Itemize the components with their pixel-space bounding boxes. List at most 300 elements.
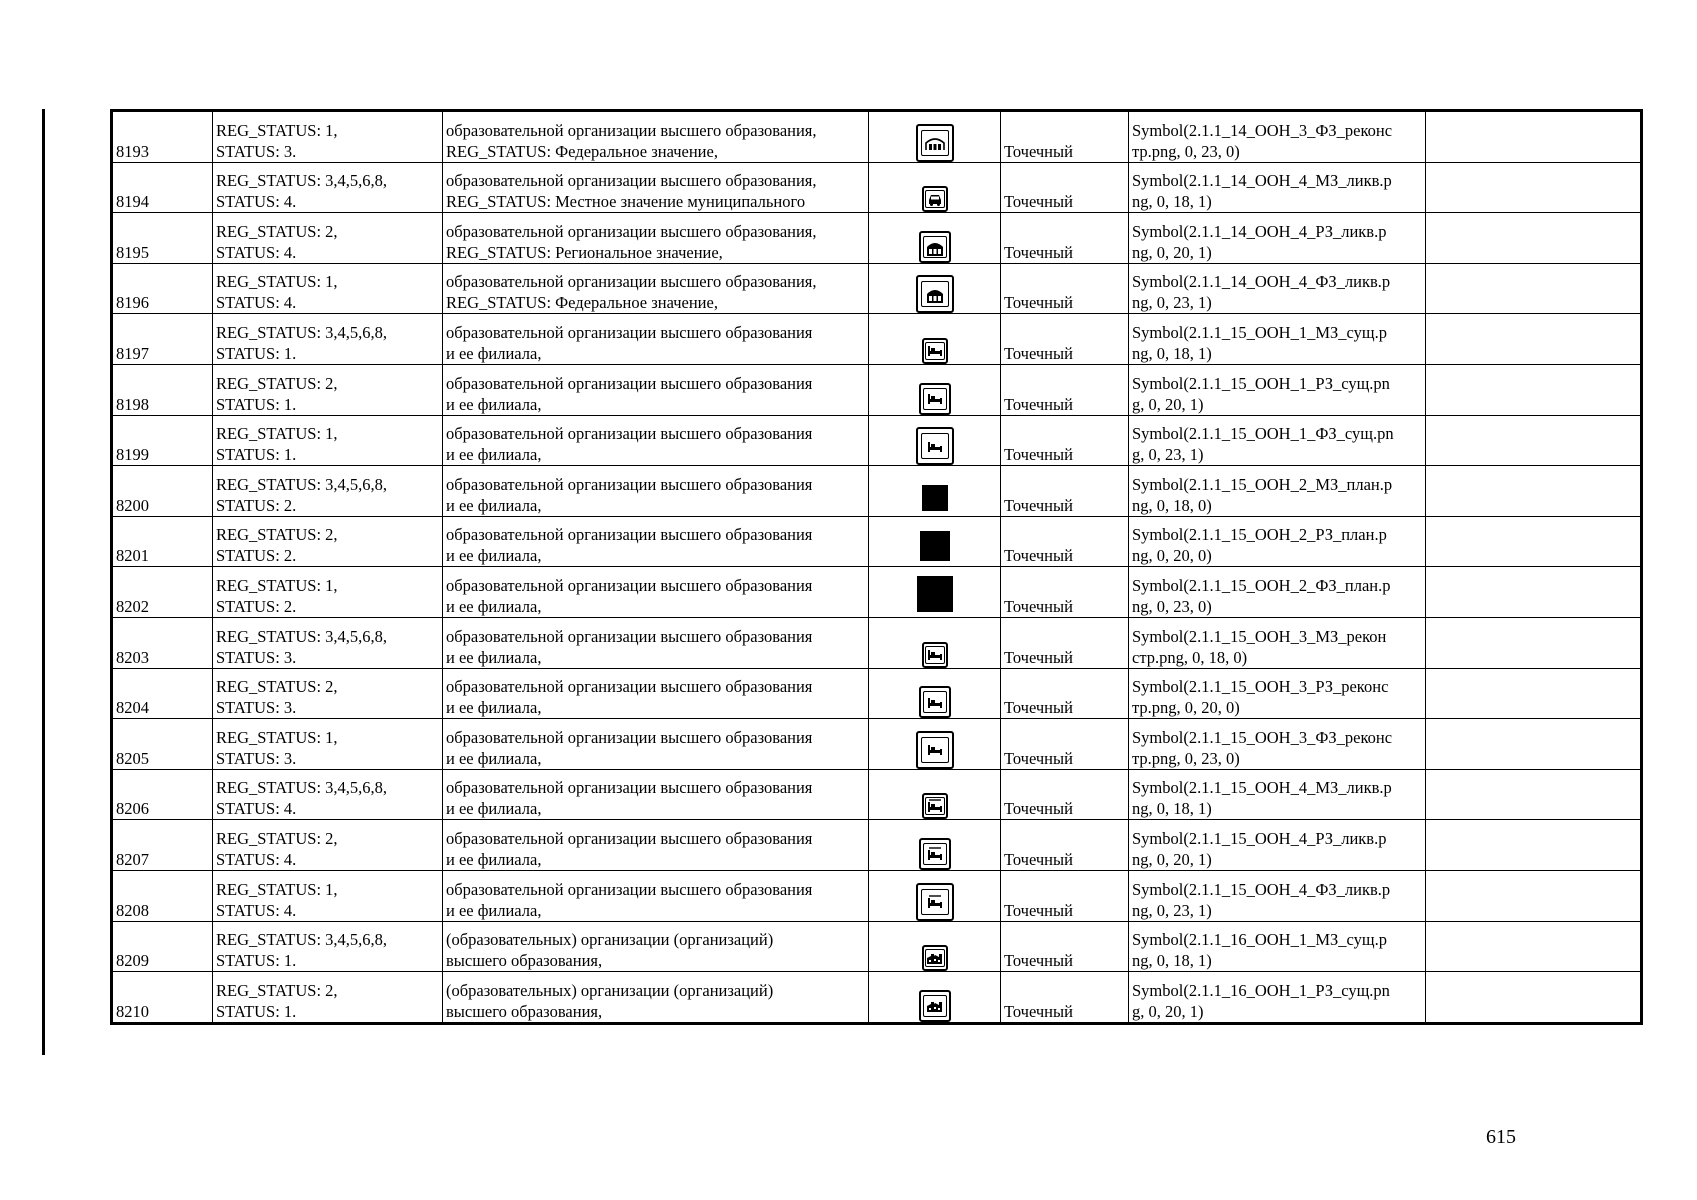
geometry-type: Точечный xyxy=(1004,343,1073,363)
symbol-expression-cell xyxy=(1129,820,1426,871)
row-code-cell xyxy=(112,820,213,871)
reg-status-line: REG_STATUS: 2, xyxy=(216,221,338,241)
geometry-type-cell xyxy=(1001,820,1129,871)
row-code: 8206 xyxy=(116,799,149,819)
status-line: STATUS: 2. xyxy=(216,546,297,566)
description-line-2: и ее филиала, xyxy=(446,495,542,515)
description-line-2: и ее филиала, xyxy=(446,394,542,414)
empty-cell xyxy=(1426,617,1642,668)
row-code: 8196 xyxy=(116,293,149,313)
symbol-expression-line-2: g, 0, 20, 1) xyxy=(1132,394,1204,414)
symbol-image-cell xyxy=(869,415,1001,466)
symbol-expression-line-1: Symbol(2.1.1_15_ООН_3_РЗ_реконс xyxy=(1132,677,1389,697)
symbol-table xyxy=(110,109,1643,1025)
description-cell xyxy=(443,314,869,365)
status-condition-cell xyxy=(213,972,443,1024)
symbol-image-cell xyxy=(869,364,1001,415)
empty-cell xyxy=(1426,820,1642,871)
description-line-2: высшего образования, xyxy=(446,951,603,971)
geometry-type-cell xyxy=(1001,314,1129,365)
table-row xyxy=(112,162,1642,213)
symbol-expression-cell xyxy=(1129,516,1426,567)
description-line-1: образовательной организации высшего образования xyxy=(446,525,813,545)
status-condition-cell xyxy=(213,668,443,719)
geometry-type: Точечный xyxy=(1004,394,1073,414)
status-line: STATUS: 1. xyxy=(216,445,297,465)
symbol-image-cell xyxy=(869,213,1001,264)
description-line-1: образовательной организации высшего образования, xyxy=(446,120,817,140)
symbol-expression-line-1: Symbol(2.1.1_15_ООН_2_МЗ_план.p xyxy=(1132,474,1393,494)
description-cell xyxy=(443,263,869,314)
status-line: STATUS: 3. xyxy=(216,698,297,718)
status-line: STATUS: 1. xyxy=(216,951,297,971)
geometry-type: Точечный xyxy=(1004,900,1073,920)
geometry-type: Точечный xyxy=(1004,951,1073,971)
description-line-1: образовательной организации высшего образования xyxy=(446,322,813,342)
description-line-1: образовательной организации высшего образования, xyxy=(446,171,817,191)
campus-existing-regional-icon xyxy=(919,990,951,1022)
table-row xyxy=(112,263,1642,314)
symbol-expression-cell xyxy=(1129,111,1426,163)
description-line-1: образовательной организации высшего образования, xyxy=(446,221,817,241)
description-cell xyxy=(443,870,869,921)
status-line: STATUS: 4. xyxy=(216,900,297,920)
description-line-2: REG_STATUS: Федеральное значение, xyxy=(446,141,718,161)
dormitory-planned-local-icon xyxy=(922,485,948,511)
row-code-cell xyxy=(112,162,213,213)
symbol-expression-line-1: Symbol(2.1.1_16_ООН_1_РЗ_сущ.pn xyxy=(1132,980,1390,1000)
reg-status-line: REG_STATUS: 1, xyxy=(216,424,338,444)
dormitory-planned-regional-icon xyxy=(920,531,950,561)
description-cell xyxy=(443,111,869,163)
description-cell xyxy=(443,719,869,770)
symbol-expression-cell xyxy=(1129,617,1426,668)
empty-cell xyxy=(1426,415,1642,466)
description-line-2: и ее филиала, xyxy=(446,698,542,718)
symbol-image-cell xyxy=(869,162,1001,213)
row-code-cell xyxy=(112,769,213,820)
description-line-1: образовательной организации высшего образования xyxy=(446,879,813,899)
row-code-cell xyxy=(112,567,213,618)
symbol-image-cell xyxy=(869,314,1001,365)
status-condition-cell xyxy=(213,567,443,618)
description-cell xyxy=(443,668,869,719)
description-cell xyxy=(443,415,869,466)
description-line-2: высшего образования, xyxy=(446,1001,603,1021)
symbol-expression-line-1: Symbol(2.1.1_15_ООН_2_РЗ_план.p xyxy=(1132,525,1387,545)
symbol-image-cell xyxy=(869,516,1001,567)
geometry-type: Точечный xyxy=(1004,1001,1073,1021)
table-row xyxy=(112,213,1642,264)
dormitory-reconstruction-federal-icon xyxy=(916,731,954,769)
empty-cell xyxy=(1426,870,1642,921)
geometry-type-cell xyxy=(1001,567,1129,618)
reg-status-line: REG_STATUS: 1, xyxy=(216,120,338,140)
geometry-type-cell xyxy=(1001,466,1129,517)
symbol-expression-line-2: ng, 0, 18, 1) xyxy=(1132,343,1212,363)
geometry-type: Точечный xyxy=(1004,445,1073,465)
reg-status-line: REG_STATUS: 2, xyxy=(216,373,338,393)
symbol-expression-line-2: ng, 0, 23, 1) xyxy=(1132,293,1212,313)
status-line: STATUS: 4. xyxy=(216,192,297,212)
symbol-expression-line-1: Symbol(2.1.1_14_ООН_4_РЗ_ликв.p xyxy=(1132,221,1387,241)
row-code-cell xyxy=(112,516,213,567)
description-cell xyxy=(443,769,869,820)
symbol-expression-line-2: g, 0, 20, 1) xyxy=(1132,1001,1204,1021)
table-row xyxy=(112,415,1642,466)
row-code-cell xyxy=(112,364,213,415)
symbol-image-cell xyxy=(869,263,1001,314)
table-row xyxy=(112,111,1642,163)
row-code: 8209 xyxy=(116,951,149,971)
reg-status-line: REG_STATUS: 2, xyxy=(216,980,338,1000)
symbol-image-cell xyxy=(869,820,1001,871)
margin-rule xyxy=(42,109,45,1055)
symbol-expression-line-1: Symbol(2.1.1_15_ООН_4_МЗ_ликв.p xyxy=(1132,778,1392,798)
symbol-image-cell xyxy=(869,567,1001,618)
description-cell xyxy=(443,466,869,517)
geometry-type-cell xyxy=(1001,870,1129,921)
geometry-type: Точечный xyxy=(1004,141,1073,161)
empty-cell xyxy=(1426,466,1642,517)
university-liquidation-federal-icon xyxy=(916,275,954,313)
description-line-2: и ее филиала, xyxy=(446,546,542,566)
geometry-type-cell xyxy=(1001,213,1129,264)
table-row xyxy=(112,364,1642,415)
reg-status-line: REG_STATUS: 2, xyxy=(216,525,338,545)
geometry-type-cell xyxy=(1001,162,1129,213)
row-code: 8205 xyxy=(116,748,149,768)
status-condition-cell xyxy=(213,162,443,213)
geometry-type-cell xyxy=(1001,921,1129,972)
reg-status-line: REG_STATUS: 3,4,5,6,8, xyxy=(216,474,388,494)
row-code: 8207 xyxy=(116,849,149,869)
description-line-1: (образовательных) организации (организаций) xyxy=(446,980,774,1000)
university-liquidation-regional-icon xyxy=(919,231,951,263)
row-code-cell xyxy=(112,870,213,921)
row-code: 8194 xyxy=(116,192,149,212)
status-condition-cell xyxy=(213,213,443,264)
row-code: 8193 xyxy=(116,141,149,161)
table-row xyxy=(112,870,1642,921)
status-line: STATUS: 1. xyxy=(216,343,297,363)
dormitory-planned-federal-icon xyxy=(917,576,953,612)
row-code-cell xyxy=(112,213,213,264)
row-code: 8210 xyxy=(116,1001,149,1021)
symbol-expression-line-1: Symbol(2.1.1_15_ООН_4_РЗ_ликв.p xyxy=(1132,828,1387,848)
row-code-cell xyxy=(112,415,213,466)
empty-cell xyxy=(1426,263,1642,314)
row-code-cell xyxy=(112,972,213,1024)
geometry-type: Точечный xyxy=(1004,647,1073,667)
status-condition-cell xyxy=(213,263,443,314)
status-condition-cell xyxy=(213,415,443,466)
geometry-type: Точечный xyxy=(1004,596,1073,616)
reg-status-line: REG_STATUS: 1, xyxy=(216,272,338,292)
status-condition-cell xyxy=(213,617,443,668)
description-line-2: REG_STATUS: Местное значение муниципального xyxy=(446,192,806,212)
symbol-expression-cell xyxy=(1129,870,1426,921)
university-reconstruction-federal-icon xyxy=(916,124,954,162)
row-code-cell xyxy=(112,668,213,719)
status-line: STATUS: 3. xyxy=(216,647,297,667)
geometry-type-cell xyxy=(1001,263,1129,314)
row-code-cell xyxy=(112,617,213,668)
status-line: STATUS: 1. xyxy=(216,1001,297,1021)
description-cell xyxy=(443,921,869,972)
status-condition-cell xyxy=(213,314,443,365)
geometry-type-cell xyxy=(1001,668,1129,719)
reg-status-line: REG_STATUS: 3,4,5,6,8, xyxy=(216,322,388,342)
status-condition-cell xyxy=(213,719,443,770)
geometry-type-cell xyxy=(1001,769,1129,820)
description-line-2: и ее филиала, xyxy=(446,445,542,465)
empty-cell xyxy=(1426,213,1642,264)
description-line-1: образовательной организации высшего образования xyxy=(446,424,813,444)
symbol-expression-cell xyxy=(1129,972,1426,1024)
symbol-expression-cell xyxy=(1129,567,1426,618)
description-cell xyxy=(443,516,869,567)
description-line-2: и ее филиала, xyxy=(446,647,542,667)
description-line-1: образовательной организации высшего образования xyxy=(446,575,813,595)
description-cell xyxy=(443,820,869,871)
symbol-expression-line-1: Symbol(2.1.1_16_ООН_1_МЗ_сущ.p xyxy=(1132,930,1387,950)
table-row xyxy=(112,769,1642,820)
table-row xyxy=(112,617,1642,668)
dormitory-existing-federal-icon xyxy=(916,427,954,465)
geometry-type: Точечный xyxy=(1004,748,1073,768)
empty-cell xyxy=(1426,364,1642,415)
description-line-1: образовательной организации высшего образования xyxy=(446,626,813,646)
symbol-expression-line-2: ng, 0, 18, 1) xyxy=(1132,192,1212,212)
empty-cell xyxy=(1426,668,1642,719)
symbol-expression-line-2: ng, 0, 20, 1) xyxy=(1132,849,1212,869)
status-condition-cell xyxy=(213,516,443,567)
description-line-1: образовательной организации высшего образования xyxy=(446,828,813,848)
description-line-2: REG_STATUS: Федеральное значение, xyxy=(446,293,718,313)
symbol-expression-cell xyxy=(1129,415,1426,466)
symbol-expression-line-1: Symbol(2.1.1_15_ООН_1_РЗ_сущ.pn xyxy=(1132,373,1390,393)
description-cell xyxy=(443,213,869,264)
description-cell xyxy=(443,567,869,618)
dormitory-reconstruction-local-icon xyxy=(922,642,948,668)
reg-status-line: REG_STATUS: 1, xyxy=(216,879,338,899)
page-number: 615 xyxy=(1486,1126,1516,1148)
row-code-cell xyxy=(112,263,213,314)
description-line-2: и ее филиала, xyxy=(446,799,542,819)
symbol-image-cell xyxy=(869,466,1001,517)
dormitory-liquidation-local-icon xyxy=(922,793,948,819)
geometry-type: Точечный xyxy=(1004,242,1073,262)
table-row xyxy=(112,567,1642,618)
geometry-type: Точечный xyxy=(1004,192,1073,212)
symbol-expression-line-2: ng, 0, 18, 0) xyxy=(1132,495,1212,515)
reg-status-line: REG_STATUS: 3,4,5,6,8, xyxy=(216,171,388,191)
row-code: 8200 xyxy=(116,495,149,515)
status-condition-cell xyxy=(213,466,443,517)
description-line-1: образовательной организации высшего образования xyxy=(446,474,813,494)
description-line-2: и ее филиала, xyxy=(446,849,542,869)
description-line-1: (образовательных) организации (организаций) xyxy=(446,930,774,950)
reg-status-line: REG_STATUS: 3,4,5,6,8, xyxy=(216,626,388,646)
symbol-expression-line-1: Symbol(2.1.1_15_ООН_3_ФЗ_реконс xyxy=(1132,727,1393,747)
row-code: 8201 xyxy=(116,546,149,566)
symbol-expression-cell xyxy=(1129,213,1426,264)
geometry-type-cell xyxy=(1001,415,1129,466)
description-line-1: образовательной организации высшего образования, xyxy=(446,272,817,292)
symbol-image-cell xyxy=(869,617,1001,668)
symbol-expression-cell xyxy=(1129,263,1426,314)
symbol-expression-line-2: g, 0, 23, 1) xyxy=(1132,445,1204,465)
dormitory-existing-regional-icon xyxy=(919,383,951,415)
symbol-expression-cell xyxy=(1129,769,1426,820)
geometry-type-cell xyxy=(1001,111,1129,163)
status-condition-cell xyxy=(213,364,443,415)
geometry-type: Точечный xyxy=(1004,293,1073,313)
geometry-type-cell xyxy=(1001,617,1129,668)
row-code: 8198 xyxy=(116,394,149,414)
row-code-cell xyxy=(112,719,213,770)
empty-cell xyxy=(1426,516,1642,567)
symbol-expression-line-2: ng, 0, 18, 1) xyxy=(1132,951,1212,971)
description-cell xyxy=(443,364,869,415)
table-row xyxy=(112,820,1642,871)
description-line-2: и ее филиала, xyxy=(446,748,542,768)
status-condition-cell xyxy=(213,769,443,820)
dormitory-existing-local-icon xyxy=(922,338,948,364)
symbol-expression-cell xyxy=(1129,719,1426,770)
symbol-image-cell xyxy=(869,870,1001,921)
status-condition-cell xyxy=(213,870,443,921)
row-code-cell xyxy=(112,314,213,365)
status-line: STATUS: 4. xyxy=(216,293,297,313)
table-body xyxy=(112,111,1642,1024)
symbol-expression-cell xyxy=(1129,466,1426,517)
empty-cell xyxy=(1426,314,1642,365)
geometry-type: Точечный xyxy=(1004,495,1073,515)
empty-cell xyxy=(1426,921,1642,972)
row-code: 8203 xyxy=(116,647,149,667)
status-line: STATUS: 4. xyxy=(216,799,297,819)
empty-cell xyxy=(1426,162,1642,213)
reg-status-line: REG_STATUS: 1, xyxy=(216,727,338,747)
row-code-cell xyxy=(112,111,213,163)
geometry-type: Точечный xyxy=(1004,698,1073,718)
symbol-expression-line-1: Symbol(2.1.1_15_ООН_1_МЗ_сущ.p xyxy=(1132,322,1387,342)
table-row xyxy=(112,719,1642,770)
reg-status-line: REG_STATUS: 3,4,5,6,8, xyxy=(216,930,388,950)
symbol-image-cell xyxy=(869,921,1001,972)
table-row xyxy=(112,921,1642,972)
row-code: 8195 xyxy=(116,242,149,262)
reg-status-line: REG_STATUS: 3,4,5,6,8, xyxy=(216,778,388,798)
symbol-expression-line-2: ng, 0, 20, 0) xyxy=(1132,546,1212,566)
symbol-expression-cell xyxy=(1129,314,1426,365)
status-line: STATUS: 2. xyxy=(216,596,297,616)
row-code: 8204 xyxy=(116,698,149,718)
symbol-image-cell xyxy=(869,719,1001,770)
symbol-expression-cell xyxy=(1129,162,1426,213)
geometry-type: Точечный xyxy=(1004,799,1073,819)
symbol-image-cell xyxy=(869,972,1001,1024)
symbol-expression-line-2: тр.png, 0, 23, 0) xyxy=(1132,141,1240,161)
status-line: STATUS: 2. xyxy=(216,495,297,515)
description-line-2: и ее филиала, xyxy=(446,596,542,616)
table-row xyxy=(112,466,1642,517)
reg-status-line: REG_STATUS: 1, xyxy=(216,575,338,595)
symbol-expression-line-2: ng, 0, 23, 1) xyxy=(1132,900,1212,920)
status-line: STATUS: 3. xyxy=(216,748,297,768)
status-condition-cell xyxy=(213,820,443,871)
dormitory-liquidation-federal-icon xyxy=(916,883,954,921)
geometry-type: Точечный xyxy=(1004,546,1073,566)
status-condition-cell xyxy=(213,111,443,163)
description-cell xyxy=(443,617,869,668)
description-line-1: образовательной организации высшего образования xyxy=(446,778,813,798)
row-code: 8202 xyxy=(116,596,149,616)
description-line-2: и ее филиала, xyxy=(446,343,542,363)
empty-cell xyxy=(1426,972,1642,1024)
symbol-expression-line-2: ng, 0, 23, 0) xyxy=(1132,596,1212,616)
row-code: 8208 xyxy=(116,900,149,920)
symbol-expression-cell xyxy=(1129,668,1426,719)
symbol-expression-line-1: Symbol(2.1.1_14_ООН_3_ФЗ_реконс xyxy=(1132,120,1393,140)
reg-status-line: REG_STATUS: 2, xyxy=(216,828,338,848)
symbol-expression-line-2: ng, 0, 20, 1) xyxy=(1132,242,1212,262)
symbol-expression-line-1: Symbol(2.1.1_15_ООН_2_ФЗ_план.p xyxy=(1132,575,1391,595)
empty-cell xyxy=(1426,719,1642,770)
symbol-expression-line-1: Symbol(2.1.1_15_ООН_4_ФЗ_ликв.p xyxy=(1132,879,1391,899)
description-line-2: REG_STATUS: Региональное значение, xyxy=(446,242,723,262)
row-code: 8199 xyxy=(116,445,149,465)
campus-existing-local-icon xyxy=(922,945,948,971)
description-line-1: образовательной организации высшего образования xyxy=(446,677,813,697)
description-line-1: образовательной организации высшего образования xyxy=(446,373,813,393)
symbol-image-cell xyxy=(869,668,1001,719)
symbol-expression-line-2: тр.png, 0, 20, 0) xyxy=(1132,698,1240,718)
geometry-type-cell xyxy=(1001,516,1129,567)
row-code-cell xyxy=(112,466,213,517)
table-row xyxy=(112,314,1642,365)
status-line: STATUS: 4. xyxy=(216,849,297,869)
symbol-expression-line-1: Symbol(2.1.1_14_ООН_4_МЗ_ликв.p xyxy=(1132,171,1392,191)
dormitory-reconstruction-regional-icon xyxy=(919,686,951,718)
empty-cell xyxy=(1426,567,1642,618)
symbol-expression-cell xyxy=(1129,364,1426,415)
symbol-expression-line-1: Symbol(2.1.1_15_ООН_3_МЗ_рекон xyxy=(1132,626,1387,646)
table-row xyxy=(112,668,1642,719)
table-row xyxy=(112,972,1642,1024)
university-liquidation-local-icon xyxy=(922,186,948,212)
status-condition-cell xyxy=(213,921,443,972)
reg-status-line: REG_STATUS: 2, xyxy=(216,677,338,697)
description-cell xyxy=(443,972,869,1024)
empty-cell xyxy=(1426,769,1642,820)
geometry-type-cell xyxy=(1001,972,1129,1024)
symbol-expression-cell xyxy=(1129,921,1426,972)
row-code-cell xyxy=(112,921,213,972)
dormitory-liquidation-regional-icon xyxy=(919,838,951,870)
empty-cell xyxy=(1426,111,1642,163)
description-line-2: и ее филиала, xyxy=(446,900,542,920)
geometry-type: Точечный xyxy=(1004,849,1073,869)
table-row xyxy=(112,516,1642,567)
geometry-type-cell xyxy=(1001,719,1129,770)
symbol-image-cell xyxy=(869,769,1001,820)
symbol-expression-line-1: Symbol(2.1.1_14_ООН_4_ФЗ_ликв.p xyxy=(1132,272,1391,292)
status-line: STATUS: 3. xyxy=(216,141,297,161)
description-cell xyxy=(443,162,869,213)
